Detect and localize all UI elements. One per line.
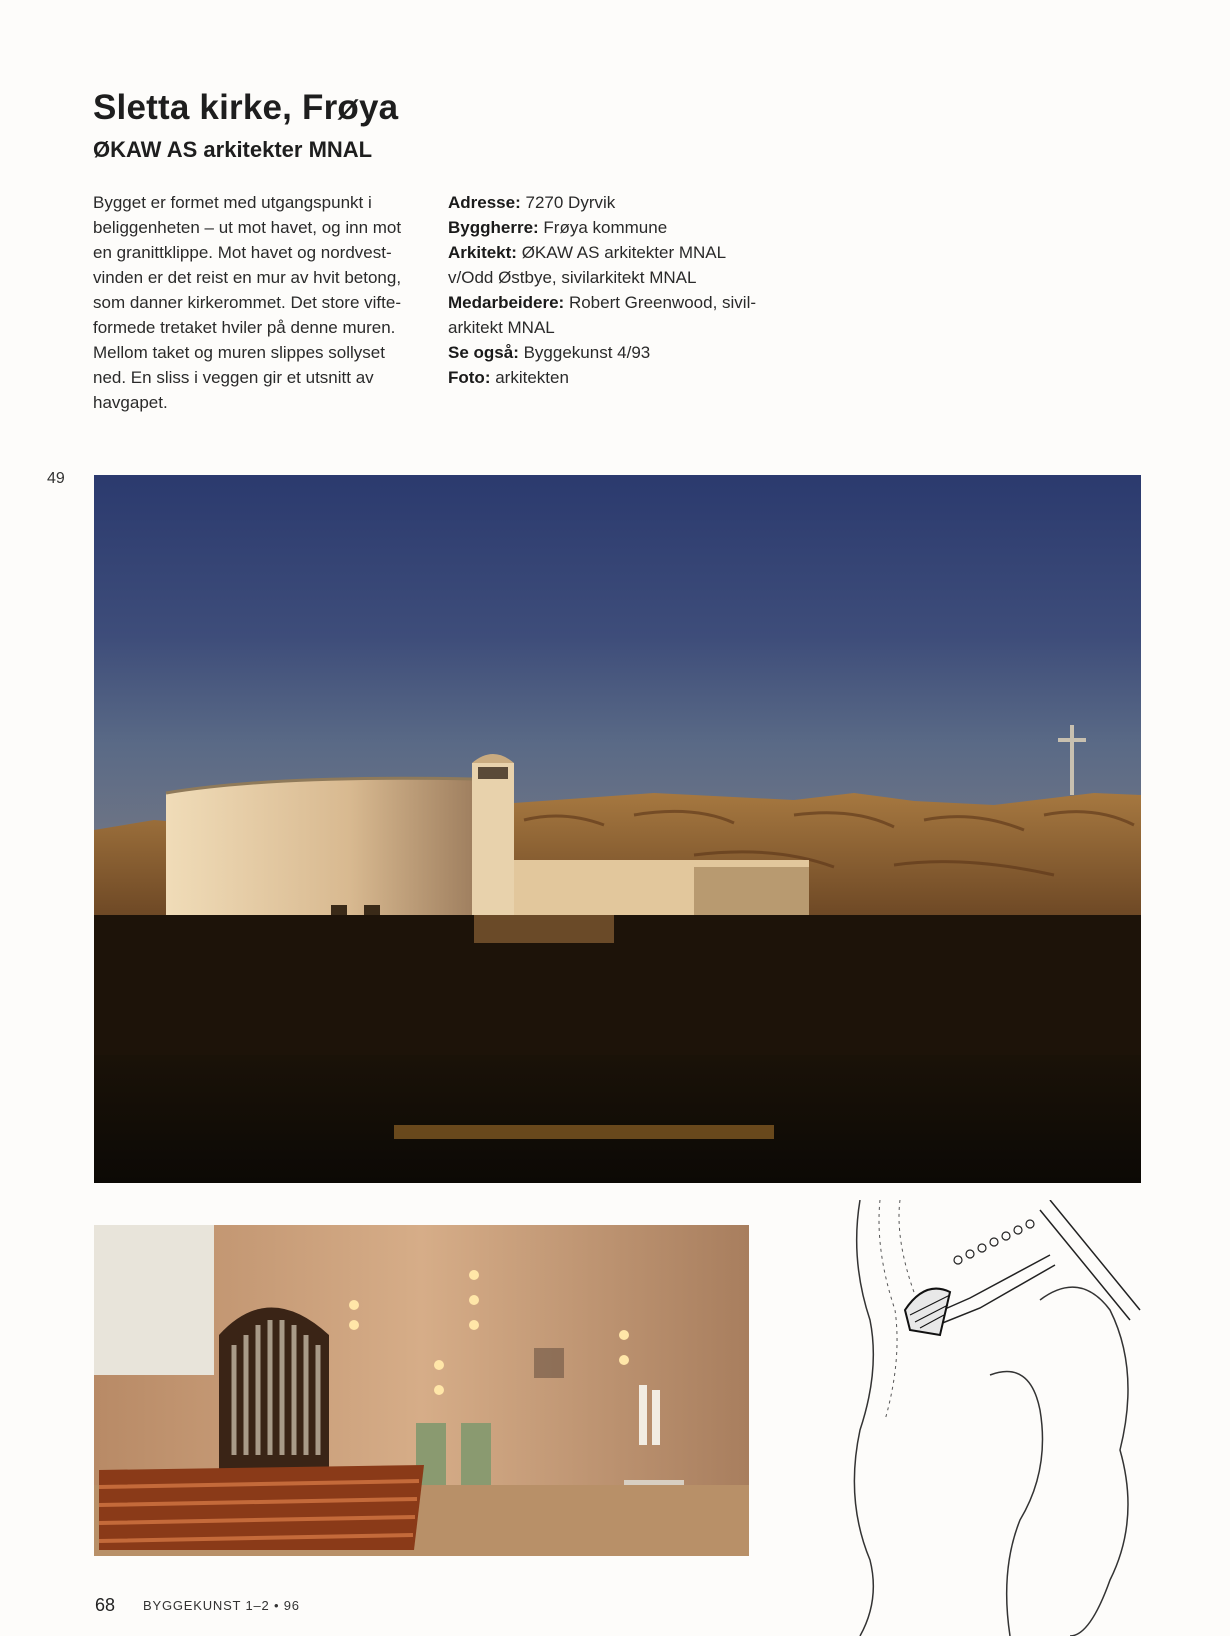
fact-photo: Foto: arkitekten [448, 368, 569, 387]
wall-inscription [534, 1348, 564, 1378]
pendant-light [619, 1355, 629, 1365]
pendant-light [469, 1320, 479, 1330]
footer-magazine-issue: BYGGEKUNST 1–2 • 96 [143, 1598, 300, 1613]
article-title: Sletta kirke, Frøya [93, 88, 399, 127]
candle [639, 1385, 647, 1445]
terrain-contour [854, 1200, 873, 1636]
project-facts [448, 190, 788, 390]
body-line: formede tretaket hviler på denne muren. [93, 318, 396, 337]
pendant-light [469, 1270, 479, 1280]
article-body [93, 190, 423, 415]
bell-tower [472, 763, 514, 935]
fact-collaborators: Medarbeidere: Robert Greenwood, sivil- [448, 293, 757, 312]
body-line: beliggenheten – ut mot havet, og inn mot [93, 218, 402, 237]
pendant-light [619, 1330, 629, 1340]
coastline [1040, 1287, 1128, 1636]
body-line: Bygget er formet med utgangspunkt i [93, 193, 372, 212]
water [94, 1055, 1141, 1183]
body-line: en granittklippe. Mot havet og nordvest- [93, 243, 392, 262]
site-plan-drawing [840, 1200, 1150, 1636]
fact-see-also: Se også: Byggekunst 4/93 [448, 343, 651, 362]
pendant-light [434, 1360, 444, 1370]
road [1040, 1200, 1140, 1320]
candle [652, 1390, 660, 1445]
body-line: som danner kirkerommet. Det store vifte- [93, 293, 401, 312]
church-interior-photo [94, 1225, 749, 1556]
pendant-light [349, 1300, 359, 1310]
water-reflection [394, 1125, 774, 1139]
pendant-light [469, 1295, 479, 1305]
foreground-shadow [94, 915, 1141, 1065]
terrain-contour [899, 1200, 915, 1295]
skylight-window [94, 1225, 214, 1375]
fact-client: Byggherre: Frøya kommune [448, 218, 668, 237]
footer-page-number: 68 [95, 1595, 116, 1615]
fact-address: Adresse: 7270 Dyrvik [448, 193, 616, 212]
church-exterior-photo [94, 475, 1141, 1183]
body-line: vinden er det reist en mur av hvit betong, [93, 268, 402, 287]
bell-tower-openings [478, 767, 508, 779]
church-footprint [905, 1289, 950, 1335]
body-line: Mellom taket og muren slippes sollyset [93, 343, 385, 362]
parking-circles [954, 1220, 1034, 1264]
stone-wall [474, 915, 614, 943]
coastline [990, 1372, 1043, 1636]
terrain-contour [879, 1200, 897, 1420]
article-subtitle: ØKAW AS arkitekter MNAL [93, 137, 373, 162]
fact-collaborators-line2: arkitekt MNAL [448, 318, 555, 337]
body-line: ned. En sliss i veggen gir et utsnitt av [93, 368, 374, 387]
body-line: havgapet. [93, 393, 168, 412]
fact-architect-line2: v/Odd Østbye, sivilarkitekt MNAL [448, 268, 697, 287]
pendant-light [434, 1385, 444, 1395]
fact-architect: Arkitekt: ØKAW AS arkitekter MNAL [448, 243, 727, 262]
sky [94, 475, 1141, 835]
pendant-light [349, 1320, 359, 1330]
side-page-number: 49 [47, 470, 65, 487]
church-wall [166, 778, 472, 935]
